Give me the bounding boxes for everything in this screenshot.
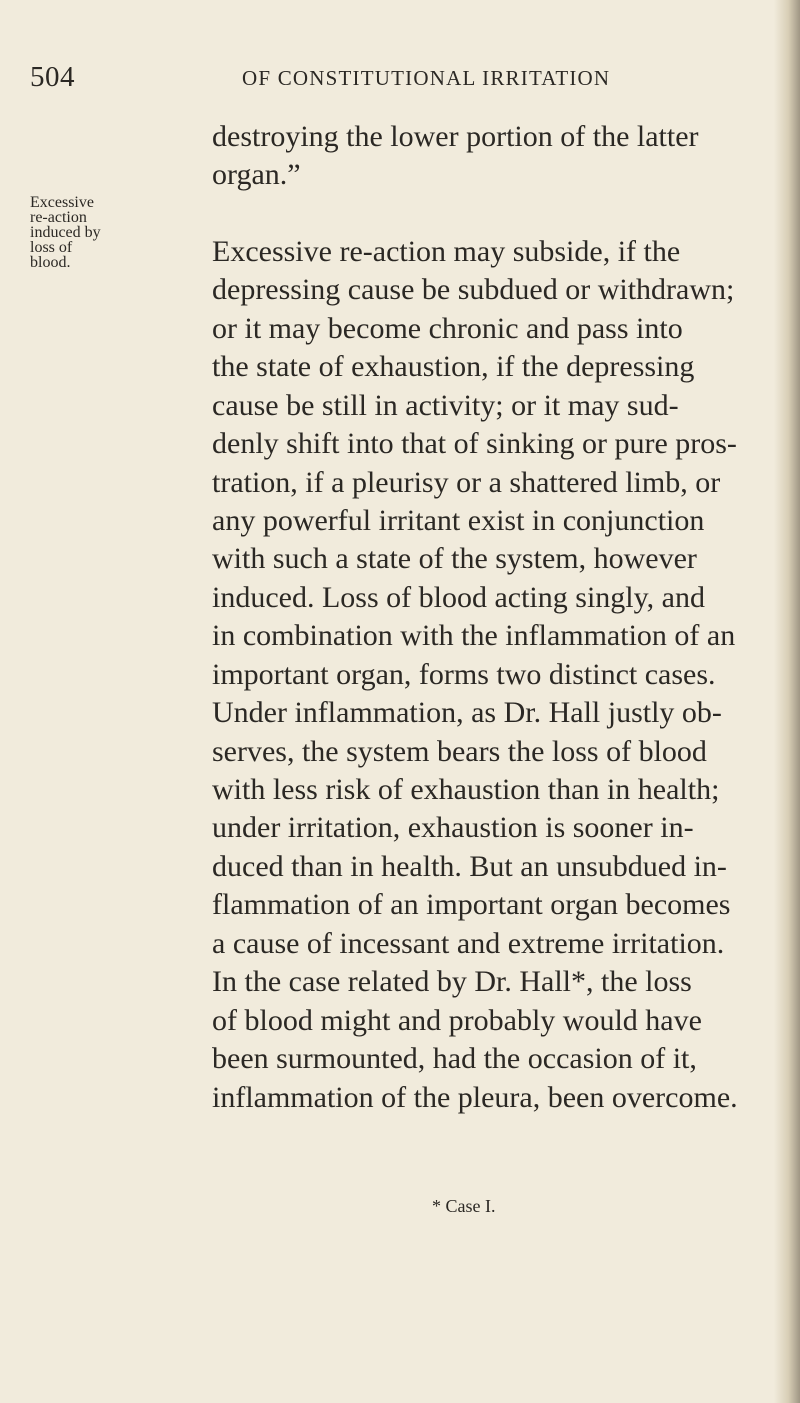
- margin-note-line: re-action: [30, 209, 87, 226]
- paragraph-line: been surmounted, had the occasion of it,: [212, 1042, 697, 1076]
- margin-note-line: loss of: [30, 239, 73, 256]
- paragraph-line: cause be still in activity; or it may sud-: [212, 388, 679, 422]
- paragraph-line: of blood might and probably would have: [212, 1003, 702, 1037]
- margin-note-line: blood.: [30, 254, 71, 271]
- continuation-line: destroying the lower portion of the latter: [212, 120, 699, 153]
- paragraph-line: induced. Loss of blood acting singly, and: [212, 580, 705, 614]
- paragraph-line: duced than in health. But an unsubdued in-: [212, 849, 727, 883]
- paragraph-line: denly shift into that of sinking or pure pros-: [212, 427, 737, 461]
- paragraph-line: inflammation of the pleura, been overcome.: [212, 1080, 738, 1114]
- page-header: [30, 60, 750, 100]
- running-head: OF CONSTITUTIONAL IRRITATION: [242, 66, 611, 90]
- paragraph-line: with less risk of exhaustion than in health;: [212, 773, 720, 806]
- paragraph-line: with such a state of the system, however: [212, 542, 697, 576]
- margin-note-line: Excessive: [30, 194, 94, 211]
- paragraph-line: Under inflammation, as Dr. Hall justly ob-: [212, 696, 722, 730]
- body-text: [212, 118, 760, 1117]
- margin-note: [30, 195, 110, 270]
- paragraph-line: In the case related by Dr. Hall*, the loss: [212, 965, 692, 999]
- margin-note-line: induced by: [30, 224, 101, 241]
- paragraph-line: tration, if a pleurisy or a shattered limb, or: [212, 465, 721, 499]
- paragraph-line: important organ, forms two distinct cases.: [212, 657, 716, 691]
- page-edge-shadow: [774, 0, 800, 1403]
- paragraph-line: under irritation, exhaustion is sooner in-: [212, 811, 694, 845]
- paragraph-gap: [212, 195, 760, 233]
- paragraph-line: flammation of an important organ becomes: [212, 888, 731, 922]
- paragraph-line: depressing cause be subdued or withdrawn;: [212, 273, 735, 307]
- continuation-line: organ.”: [212, 158, 301, 192]
- paragraph-line: in combination with the inflammation of an: [212, 619, 736, 653]
- paragraph-line: or it may become chronic and pass into: [212, 311, 683, 345]
- footnote: * Case I.: [432, 1196, 496, 1216]
- paragraph: [212, 233, 760, 1117]
- paragraph-line: Excessive re-action may subside, if the: [212, 234, 681, 268]
- page-number: 504: [30, 61, 75, 93]
- paragraph-line: the state of exhaustion, if the depressing: [212, 350, 695, 384]
- paragraph-line: a cause of incessant and extreme irritation.: [212, 926, 725, 960]
- paragraph-line: serves, the system bears the loss of blood: [212, 734, 707, 768]
- paragraph-line: any powerful irritant exist in conjunction: [212, 503, 705, 537]
